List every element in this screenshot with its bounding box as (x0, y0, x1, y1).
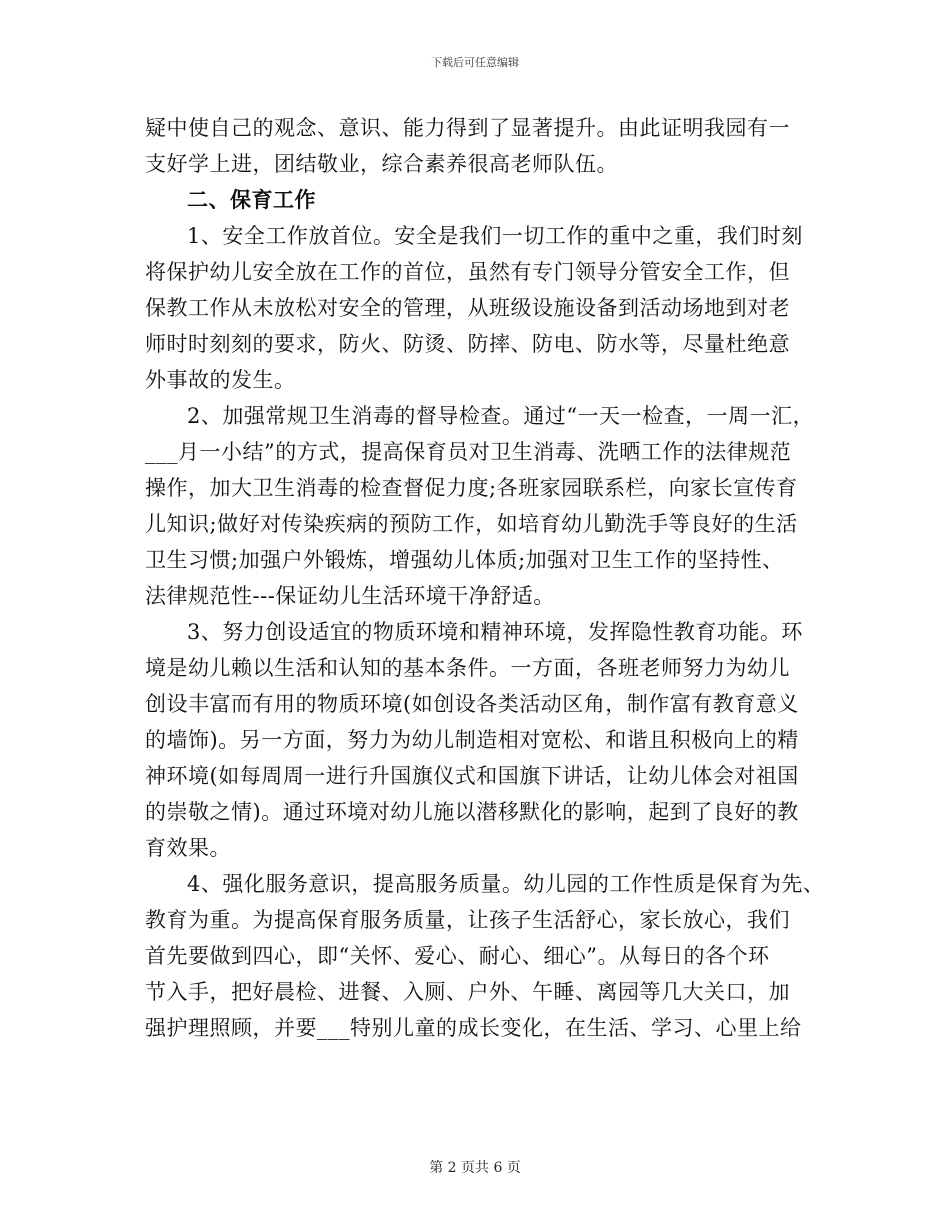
body-line: 外事故的发生。 (145, 368, 296, 392)
body-line: 支好学上进，团结敬业，综合素养很高老师队伍。 (145, 152, 618, 176)
body-line: 的墙饰)。另一方面，努力为幼儿制造相对宽松、和谐且积极向上的精 (145, 728, 799, 752)
body-line: 育效果。 (145, 836, 231, 860)
section-heading: 二、保育工作 (187, 187, 316, 212)
body-line: 疑中使自己的观念、意识、能力得到了显著提升。由此证明我园有一 (145, 116, 790, 140)
body-line: 的崇敬之情)。通过环境对幼儿施以潜移默化的影响，起到了良好的教 (145, 800, 799, 824)
body-line: ___月一小结”的方式，提高保育员对卫生消毒、洗晒工作的法律规范 (145, 440, 792, 464)
body-line: 师时时刻刻的要求，防火、防烫、防摔、防电、防水等，尽量杜绝意 (145, 332, 790, 356)
body-line: 保教工作从未放松对安全的管理，从班级设施设备到活动场地到对老 (145, 296, 790, 320)
paragraph-4-start: 4、强化服务意识，提高服务质量。幼儿园的工作性质是保育为先、 (187, 872, 825, 896)
body-line: 儿知识;做好对传染疾病的预防工作，如培育幼儿勤洗手等良好的生活 (145, 512, 798, 536)
page-footer: 第 2 页共 6 页 (429, 1160, 521, 1176)
body-line: 节入手，把好晨检、进餐、入厕、户外、午睡、离园等几大关口，加 (145, 980, 790, 1004)
document-body (145, 110, 835, 1046)
body-line: 创设丰富而有用的物质环境(如创设各类活动区角，制作富有教育意义 (145, 692, 799, 716)
paragraph-2-start: 2、加强常规卫生消毒的督导检查。通过“一天一检查，一周一汇， (187, 404, 815, 428)
body-line: 将保护幼儿安全放在工作的首位，虽然有专门领导分管安全工作，但 (145, 260, 790, 284)
body-line: 神环境(如每周周一进行升国旗仪式和国旗下讲话，让幼儿体会对祖国 (145, 764, 799, 788)
paragraph-1-start: 1、安全工作放首位。安全是我们一切工作的重中之重，我们时刻 (187, 224, 803, 248)
body-line: 卫生习惯;加强户外锻炼，增强幼儿体质;加强对卫生工作的坚持性、 (145, 548, 784, 572)
body-line: 法律规范性---保证幼儿生活环境干净舒适。 (145, 584, 555, 608)
body-line: 境是幼儿赖以生活和认知的基本条件。一方面，各班老师努力为幼儿 (145, 656, 790, 680)
body-line: 强护理照顾，并要___特别儿童的成长变化，在生活、学习、心里上给 (145, 1016, 802, 1040)
body-line: 首先要做到四心，即“关怀、爱心、耐心、细心”。从每日的各个环 (145, 944, 770, 968)
body-line: 操作，加大卫生消毒的检查督促力度;各班家园联系栏，向家长宣传育 (145, 476, 798, 500)
page-header: 下载后可任意编辑 (431, 56, 519, 69)
paragraph-3-start: 3、努力创设适宜的物质环境和精神环境，发挥隐性教育功能。环 (187, 620, 803, 644)
body-line: 教育为重。为提高保育服务质量，让孩子生活舒心，家长放心，我们 (145, 908, 790, 932)
